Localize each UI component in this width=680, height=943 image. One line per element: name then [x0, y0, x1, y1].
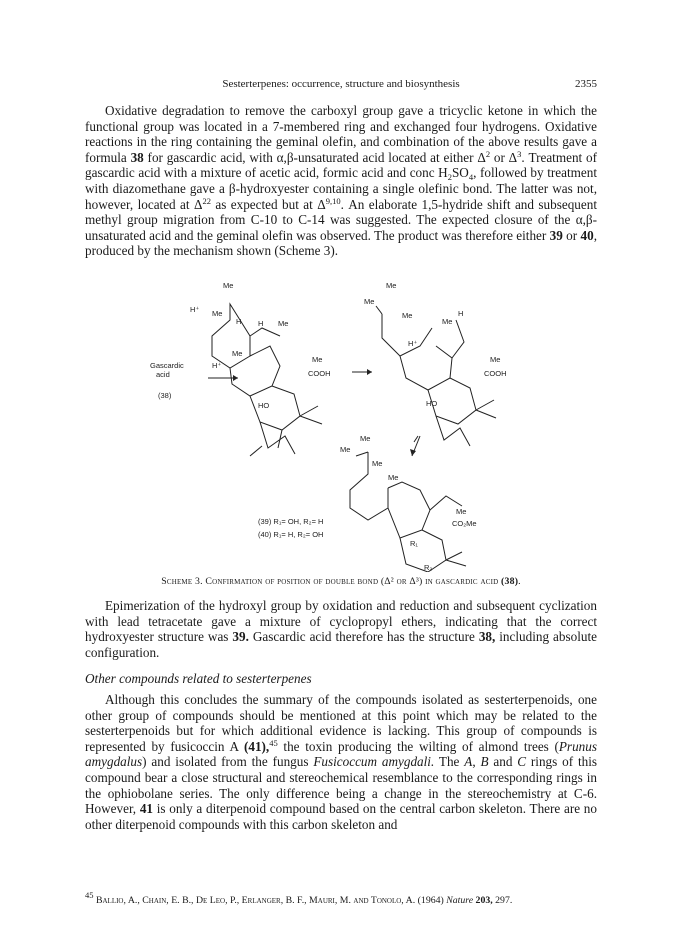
label-h: H: [458, 309, 464, 318]
label-h: H: [236, 317, 242, 326]
compound-label-38: (38): [158, 391, 172, 400]
label-me: Me: [312, 355, 323, 364]
compound-ref-41: (41),: [243, 738, 270, 754]
gascardic-label: Gascardic: [150, 361, 184, 370]
label-me: Me: [364, 297, 375, 306]
label-me: Me: [402, 311, 413, 320]
label-me: Me: [232, 349, 243, 358]
label-me: Me: [278, 319, 289, 328]
compound-ref-38: 38: [130, 149, 144, 165]
label-me: Me: [340, 445, 351, 454]
arrow-slash: [414, 436, 418, 442]
arrowhead: [367, 369, 372, 375]
footnote-45: $^{45}$ Ballio, A., Chain, E. B., De Leo, P., Erlanger, B. F., Mauri, M. and Tonolo, A. (1964) Nature 203, 297.: [85, 890, 513, 906]
label-me: Me: [442, 317, 453, 326]
scheme-3-diagram: [150, 276, 550, 572]
label-h: H: [258, 319, 264, 328]
page-number: 2355: [575, 78, 597, 90]
compound-ref-41: 41: [139, 801, 154, 817]
compound-label-39: (39) R₁= OH, R₂= H: [258, 517, 324, 526]
footnote-ref-45: 45: [269, 737, 278, 748]
label-r1: R₁: [410, 539, 418, 548]
label-h-plus: H⁺: [408, 339, 418, 348]
compound-ref-39: 39: [549, 227, 563, 243]
label-me: Me: [456, 507, 467, 516]
label-me: Me: [388, 473, 399, 482]
label-me: Me: [223, 281, 234, 290]
caption-compound-ref: (38): [501, 576, 519, 587]
label-ho: HO: [258, 401, 270, 410]
compound-ref-38: 38,: [478, 629, 496, 645]
scheme-caption: Scheme 3. Confirmation of position of double bond (Δ² or Δ³) in gascardic acid (38).: [161, 576, 521, 587]
reagent-h-plus: H⁺: [212, 361, 222, 370]
label-me: Me: [372, 459, 383, 468]
gascardic-label-acid: acid: [156, 370, 170, 379]
paragraph-1: Oxidative degradation to remove the carboxyl group gave a tricyclic ketone in which the functional group was located in a 7-membered ring and exchanged four hydrogens. Oxidative reactions in the ring containing the geminal olefin, and combination of the above results gave a formula 38 for gascardic acid, with α,β-unsaturated acid located at either $\Delta^2$ or $\Delta^3$. Treatment of gascardic acid with a mixture of acetic acid, formic acid and conc $H_2SO_4$, followed by treatment with diazomethane gave a β-hydroxyester containing a single olefinic bond. The latter was not, however, located at $\Delta^{22}$ as expected but at Δ$^{9,10}$. An elaborate 1,5-hydride shift and subsequent methyl group migration from C-10 to C-14 was suggested. The expected closure of the α,β-unsaturated acid and the geminal olefin was observed. The product was therefore either 39 or 40, produced by the mechanism shown (Scheme 3).: [85, 103, 598, 259]
label-ho: HO: [426, 399, 438, 408]
arrowhead: [233, 375, 238, 381]
label-cooh: COOH: [484, 369, 507, 378]
label-cooh: COOH: [308, 369, 331, 378]
compound-label-40: (40) R₁= H, R₂= OH: [258, 530, 324, 539]
footnote-authors: Ballio, A., Chain, E. B., De Leo, P., Erlanger, B. F., Mauri, M. and Tonolo, A.: [95, 895, 416, 906]
label-me: Me: [360, 434, 371, 443]
label-me: Me: [490, 355, 501, 364]
running-title: Sesterterpenes: occurrence, structure and biosynthesis: [222, 78, 460, 90]
structure-39-40: [340, 434, 477, 572]
structure-rearranged-cation: [364, 281, 507, 446]
label-co2me: CO₂Me: [452, 519, 477, 528]
arrowhead: [410, 449, 416, 456]
paragraph-2: Epimerization of the hydroxyl group by oxidation and reduction and subsequent cyclization with lead tetracetate gave a mixture of cyclopropyl ethers, indicating that the correct hydroxyester structure was 39. Gascardic acid therefore has the structure 38, including absolute configuration.: [85, 598, 598, 660]
compound-ref-40: 40: [580, 227, 594, 243]
label-me: Me: [386, 281, 397, 290]
label-r2: R₂: [424, 563, 433, 572]
footnote-journal: Nature: [446, 895, 474, 906]
running-header: [85, 78, 597, 92]
paragraph-3: Although this concludes the summary of the compounds isolated as sesterterpenoids, one other group of compounds should be mentioned at this point which may be related to the sesterterpenoids but for which additional evidence is lacking. This group of compounds is represented by fusicoccin A (41),$^{45}$ the toxin producing the wilting of almond trees (Prunus amygdalus) and isolated from the fungus Fusicoccum amygdali. The A, B and C rings of this compound bear a close structural and stereochemical resemblance to the corresponding rings in the ophiobolane series. The only difference being a change in the stereochemistry at C-6. However, 41 is only a diterpenoid compound based on the central carbon skeleton. There are no other diterpenoid compounds with this carbon skeleton and: [85, 692, 598, 832]
section-heading: Other compounds related to sesterterpenes: [85, 671, 312, 686]
label-h-plus: H⁺: [190, 305, 200, 314]
compound-ref-39: 39.: [232, 629, 249, 645]
label-me: Me: [212, 309, 223, 318]
